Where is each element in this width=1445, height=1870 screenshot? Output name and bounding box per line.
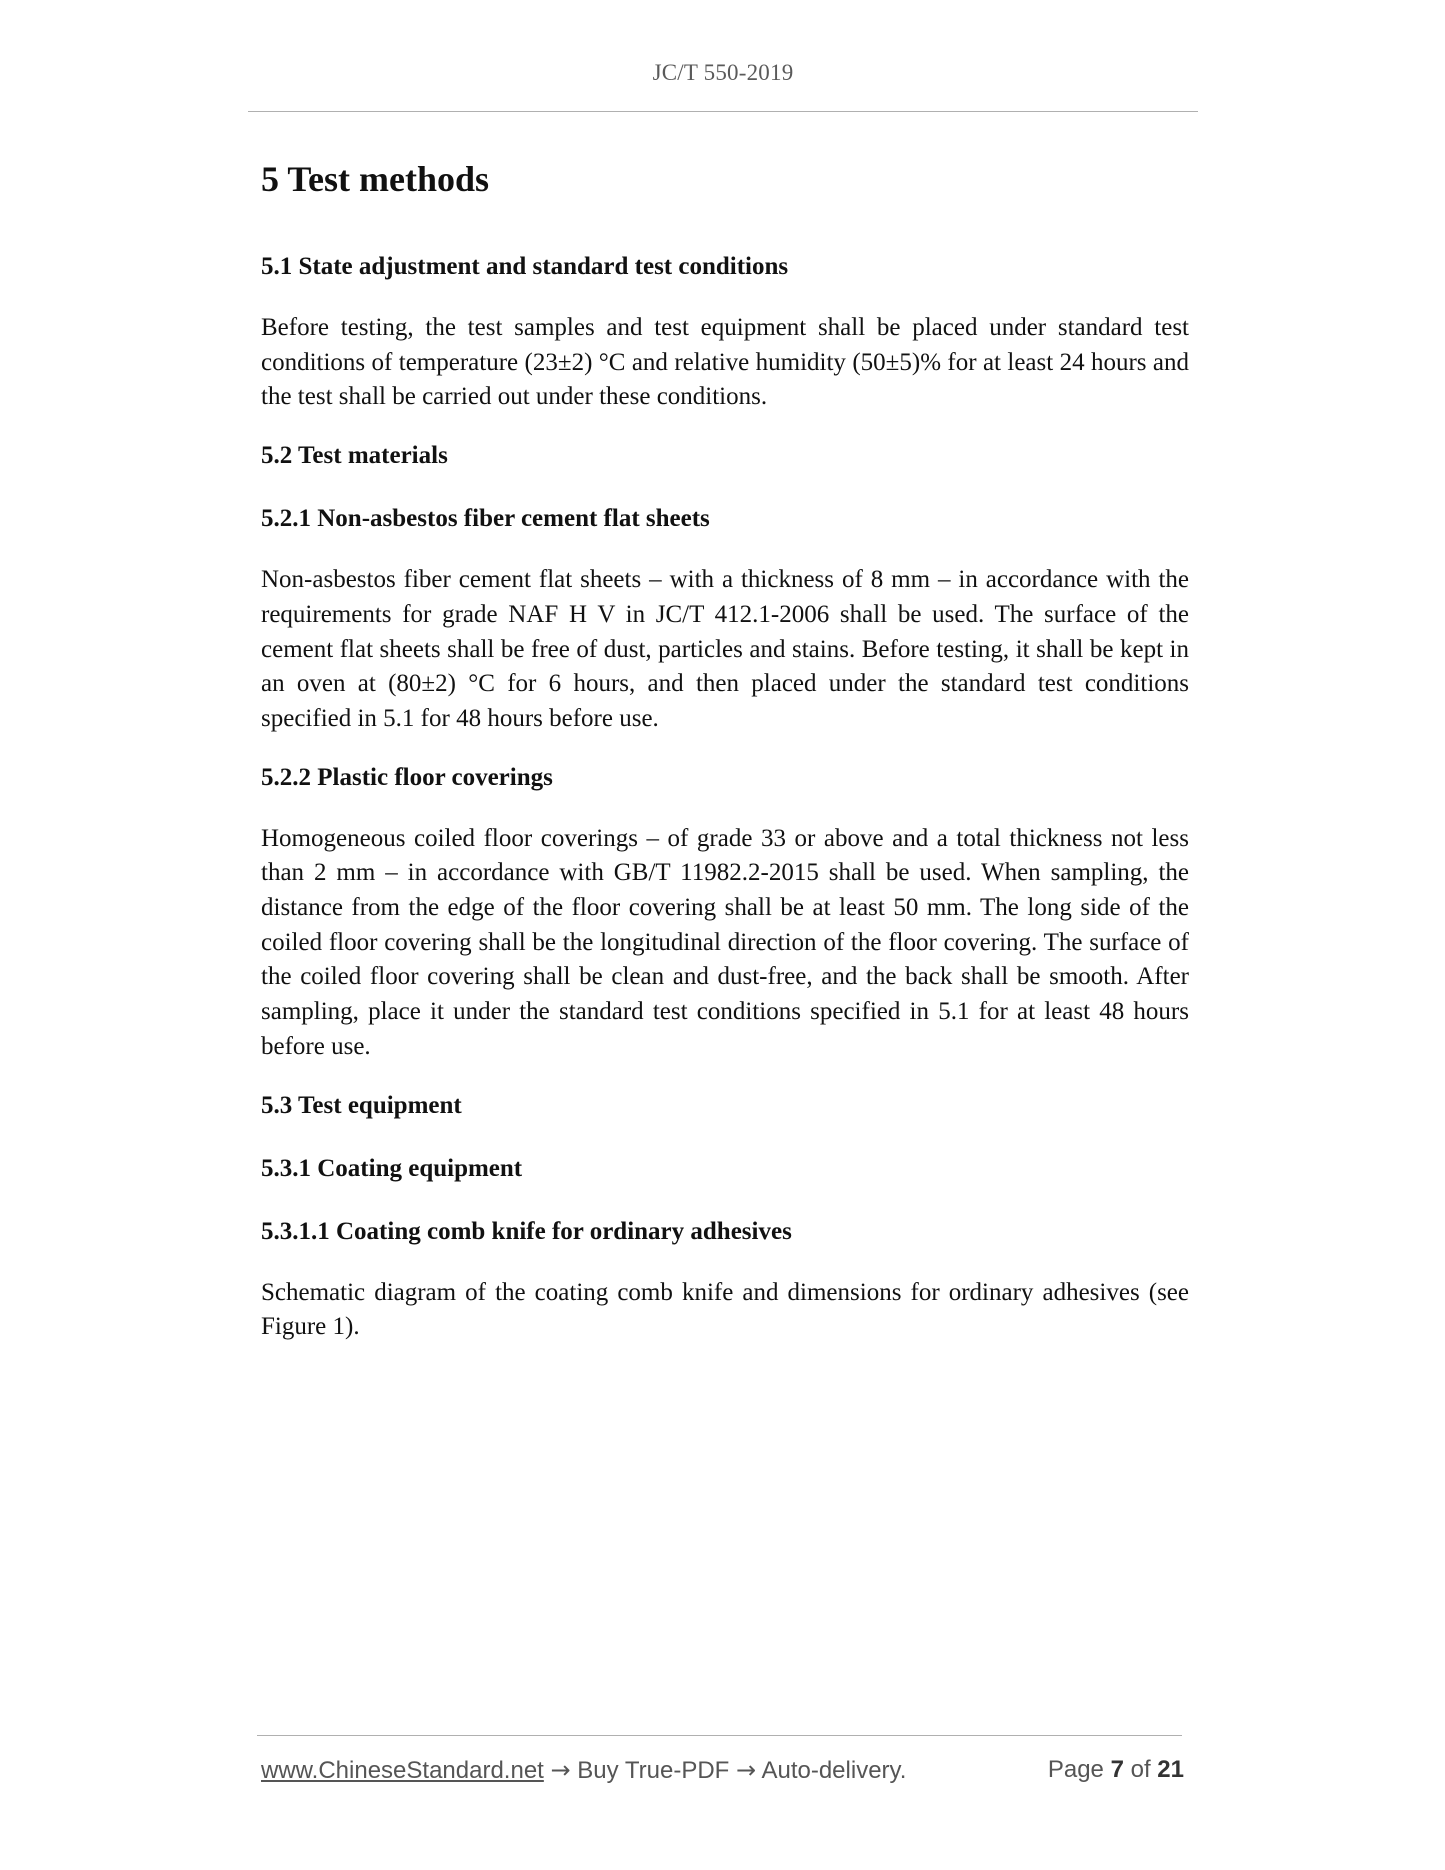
current-page-number: 7 [1110,1756,1124,1783]
website-link[interactable]: www.ChineseStandard.net [261,1757,544,1784]
heading-5-1: 5.1 State adjustment and standard test conditions [261,253,789,280]
section-title: 5 Test methods [261,159,490,199]
heading-5-3-1-1: 5.3.1.1 Coating comb knife for ordinary adhesives [261,1217,792,1245]
heading-5-2-2: 5.2.2 Plastic floor coverings [261,763,553,791]
footer-divider [257,1735,1182,1736]
running-header: JC/T 550-2019 [652,60,794,85]
heading-5-2-1: 5.2.1 Non-asbestos fiber cement flat sheets [261,505,710,533]
total-pages-number: 21 [1157,1756,1184,1783]
buy-pdf-text: Buy True-PDF [577,1757,730,1784]
of-label: of [1130,1756,1151,1783]
paragraph-5-1: Before testing, the test samples and test equipment shall be placed under standard test conditions of temperature (23±2) °C and relative humidity (50±5)% for at least 24 hours and the test shall be carried out under these conditions. [261,314,1189,411]
page-label: Page [1047,1756,1104,1783]
footer-purchase-line [261,1752,906,1789]
heading-5-3: 5.3 Test equipment [261,1091,462,1119]
arrow-right-icon: → [550,1756,571,1784]
header-divider [248,111,1198,112]
heading-5-3-1: 5.3.1 Coating equipment [261,1154,523,1182]
paragraph-5-3-1-1: Schematic diagram of the coating comb knife and dimensions for ordinary adhesives (see Figure 1). [261,1278,1189,1341]
paragraph-5-2-1: Non-asbestos fiber cement flat sheets – with a thickness of 8 mm – in accordance with the requirements for grade NAF H V in JC/T 412.1-2006 shall be used. The surface of the cement flat sheets shall be free of dust, particles and stains. Before testing, it shall be kept in an oven at (80±2) °C for 6 hours, and then placed under the standard test conditions specified in 5.1 for 48 hours before use. [261,566,1189,732]
auto-delivery-text: Auto-delivery. [761,1757,907,1784]
page-body [261,150,1189,1367]
page-footer [261,1752,1184,1788]
heading-5-2: 5.2 Test materials [261,442,448,470]
paragraph-5-2-2: Homogeneous coiled floor coverings – of grade 33 or above and a total thickness not less than 2 mm – in accordance with GB/T 11982.2-2015 shall be used. When sampling, the distance from the edge of the floor covering shall be at least 50 mm. The long side of the coiled floor covering shall be the longitudinal direction of the floor covering. The surface of the coiled floor covering shall be clean and dust-free, and the back shall be smooth. After sampling, place it under the standard test conditions specified in 5.1 for at least 48 hours before use. [261,824,1189,1060]
arrow-right-icon: → [736,1756,757,1784]
page-indicator [1048,1752,1184,1788]
